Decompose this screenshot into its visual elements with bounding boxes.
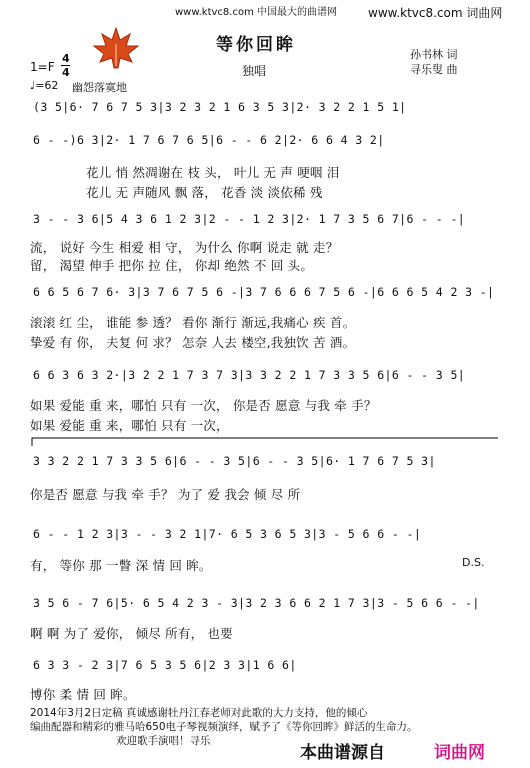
lyric-line: 如果 爱能 重 来，哪怕 只有 一次， 你是否 愿意 与我 牵 手？: [30, 398, 377, 413]
notation-line: 6 - -)6 3|2· 1 7 6 7 6 5|6 - - 6 2|2· 6 6 4 3 2|: [33, 133, 385, 147]
notation-line: 3 - - 3 6|5 4 3 6 1 2 3|2 - - 1 2 3|2· 1 7 3 5 6 7|6 - - -|: [33, 212, 466, 226]
song-title: 等你回眸: [216, 35, 296, 55]
maple-leaf-logo: [92, 26, 140, 74]
lyric-line: 你是否 愿意 与我 牵 手？ 为了 爱 我会 倾 尽 所: [30, 487, 301, 502]
lyric-line: 有， 等你 那 一瞥 深 情 回 眸。: [30, 558, 212, 573]
ds-mark: D.S.: [462, 556, 485, 569]
lyric-line: 滚滚 红 尘， 谁能 参 透？ 看你 渐行 渐远,我痛心 疾 首。: [30, 315, 356, 330]
lyric-line: 挚爱 有 你， 夫复 何 求？ 怎奈 人去 楼空,我独饮 苦 酒。: [30, 335, 356, 350]
site-url-right: www.ktvc8.com 词曲网: [368, 6, 503, 20]
lyric-line: 留， 渴望 伸手 把你 拉 住， 你却 绝然 不 回 头。: [30, 258, 314, 273]
repeat-bracket: [30, 432, 500, 444]
lyricist-credit: 孙书林 词: [410, 48, 458, 61]
lyric-line: 啊 啊 为了 爱你， 倾尽 所有， 也要: [30, 626, 233, 641]
time-signature-bottom: 4: [62, 66, 70, 79]
tempo-mark: ♩=62: [30, 79, 59, 92]
site-url-left: www.ktvc8.com 中国最大的曲谱网: [175, 7, 338, 18]
notation-line: (3 5|6· 7 6 7 5 3|3 2 3 2 1 6 3 5 3|2· 3 2 2 1 5 1|: [33, 100, 407, 114]
expression-mark: 幽怨落寞地: [72, 81, 127, 94]
brand-site-name: 词曲网: [434, 743, 485, 763]
lyric-line: 博你 柔 情 回 眸。: [30, 687, 136, 702]
time-signature-top: 4: [62, 52, 70, 65]
lyric-line: 流， 说好 今生 相爱 相 守， 为什么 你啊 说走 就 走？: [30, 240, 339, 255]
lyric-line: 花儿 无 声随风 飘 落， 花香 淡 淡依稀 残: [86, 185, 323, 200]
notation-line: 6 6 5 6 7 6· 3|3 7 6 7 5 6 -|3 7 6 6 6 7 5 6 -|6 6 6 5 4 2 3 -|: [33, 285, 495, 299]
notation-line: 3 5 6 - 7 6|5· 6 5 4 2 3 - 3|3 2 3 6 6 2 1 7 3|3 - 5 6 6 - -|: [33, 596, 480, 610]
notation-line: 6 6 3 6 3 2·|3 2 2 1 7 3 7 3|3 3 2 2 1 7 3 3 5 6|6 - - 3 5|: [33, 368, 466, 382]
footer-note-line: 2014年3月2日定稿 真诚感谢牡丹江春老师对此歌的大力支持，他的倾心: [30, 707, 368, 719]
brand-source-label: 本曲谱源自: [300, 743, 385, 763]
key-signature: 1=F: [30, 60, 55, 74]
composer-credit: 寻乐叟 曲: [410, 63, 458, 76]
lyric-line: 花儿 悄 然凋谢在 枝 头， 叶儿 无 声 哽咽 泪: [86, 165, 340, 180]
notation-line: 3 3 2 2 1 7 3 3 5 6|6 - - 3 5|6 - - 3 5|6· 1 7 6 7 5 3|: [33, 454, 436, 468]
performance-mode: 独唱: [242, 64, 267, 78]
footer-note-line: 欢迎歌手演唱！寻乐: [116, 735, 211, 747]
notation-line: 6 - - 1 2 3|3 - - 3 2 1|7· 6 5 3 6 5 3|3 - 5 6 6 - -|: [33, 527, 422, 541]
lyric-line: 如果 爱能 重 来，哪怕 只有 一次，: [30, 418, 229, 433]
footer-note-line: 编曲配器和精彩的雅马哈650电子琴视频演绎，赋予了《等你回眸》鲜活的生命力。: [30, 721, 418, 733]
notation-line: 6 3 3 - 2 3|7 6 5 3 5 6|2 3 3|1 6 6|: [33, 658, 297, 672]
